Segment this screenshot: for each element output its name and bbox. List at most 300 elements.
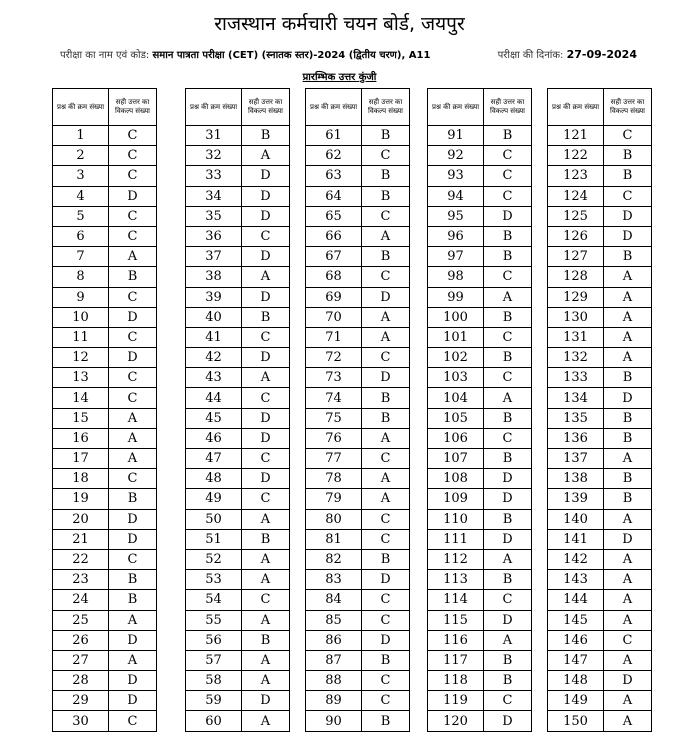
correct-answer: C — [109, 711, 157, 731]
question-number: 75 — [306, 408, 362, 428]
table-row — [53, 469, 157, 489]
question-number: 63 — [306, 166, 362, 186]
question-number: 35 — [186, 206, 242, 226]
table-header-row — [53, 89, 157, 126]
question-number: 38 — [186, 267, 242, 287]
question-number: 78 — [306, 469, 362, 489]
correct-answer: D — [109, 307, 157, 327]
question-number: 149 — [548, 691, 604, 711]
correct-answer: A — [604, 287, 652, 307]
question-number: 119 — [428, 691, 484, 711]
question-number: 141 — [548, 529, 604, 549]
table-row — [548, 327, 652, 347]
table-row — [53, 630, 157, 650]
question-number: 135 — [548, 408, 604, 428]
question-number: 113 — [428, 570, 484, 590]
correct-answer: A — [362, 307, 410, 327]
correct-answer: C — [109, 368, 157, 388]
question-number: 138 — [548, 469, 604, 489]
answer-key-table — [305, 88, 410, 732]
table-row — [53, 368, 157, 388]
question-number: 18 — [53, 469, 109, 489]
table-row — [306, 630, 410, 650]
question-number: 96 — [428, 226, 484, 246]
table-row — [548, 368, 652, 388]
table-row — [186, 287, 290, 307]
question-number: 77 — [306, 449, 362, 469]
table-row — [428, 529, 532, 549]
question-number: 108 — [428, 469, 484, 489]
correct-answer: A — [109, 428, 157, 448]
question-number: 88 — [306, 671, 362, 691]
correct-answer: B — [604, 247, 652, 267]
table-row — [428, 408, 532, 428]
correct-answer: A — [362, 226, 410, 246]
table-row — [428, 267, 532, 287]
correct-answer: A — [242, 671, 290, 691]
table-row — [53, 489, 157, 509]
correct-answer: B — [109, 267, 157, 287]
table-row — [306, 287, 410, 307]
correct-answer: B — [484, 247, 532, 267]
correct-answer: D — [484, 529, 532, 549]
question-number: 103 — [428, 368, 484, 388]
table-row — [428, 126, 532, 146]
question-number: 8 — [53, 267, 109, 287]
question-number: 29 — [53, 691, 109, 711]
exam-name: समान पात्रता परीक्षा (CET) (स्नातक स्तर)-2024 (द्वितीय चरण), A11 — [152, 50, 431, 61]
exam-date-info — [498, 47, 637, 61]
table-row — [186, 630, 290, 650]
question-number: 69 — [306, 287, 362, 307]
answer-key-table — [427, 88, 532, 732]
correct-answer: B — [604, 469, 652, 489]
question-number: 111 — [428, 529, 484, 549]
correct-answer: D — [604, 226, 652, 246]
question-number: 150 — [548, 711, 604, 731]
correct-answer: D — [109, 671, 157, 691]
correct-answer: A — [604, 267, 652, 287]
table-row — [53, 529, 157, 549]
question-number: 109 — [428, 489, 484, 509]
question-number: 73 — [306, 368, 362, 388]
table-row — [186, 206, 290, 226]
correct-answer: C — [484, 186, 532, 206]
table-row — [548, 570, 652, 590]
table-row — [428, 630, 532, 650]
table-row — [306, 166, 410, 186]
table-row — [53, 449, 157, 469]
correct-answer: C — [242, 226, 290, 246]
table-row — [53, 348, 157, 368]
correct-answer: C — [604, 630, 652, 650]
page-title: राजस्थान कर्मचारी चयन बोर्ड, जयपुर — [214, 13, 465, 35]
table-row — [548, 206, 652, 226]
table-row — [428, 186, 532, 206]
question-number: 12 — [53, 348, 109, 368]
table-row — [548, 287, 652, 307]
table-row — [548, 610, 652, 630]
question-number: 25 — [53, 610, 109, 630]
correct-answer: D — [242, 206, 290, 226]
table-row — [428, 428, 532, 448]
table-row — [186, 650, 290, 670]
correct-answer: A — [604, 327, 652, 347]
correct-answer: C — [109, 166, 157, 186]
table-row — [428, 247, 532, 267]
question-number: 36 — [186, 226, 242, 246]
correct-answer: B — [484, 650, 532, 670]
exam-date: 27-09-2024 — [566, 48, 637, 61]
question-number-header: प्रश्न की क्रम संख्या — [428, 89, 484, 126]
question-number: 128 — [548, 267, 604, 287]
question-number: 117 — [428, 650, 484, 670]
question-number: 124 — [548, 186, 604, 206]
question-number: 98 — [428, 267, 484, 287]
question-number: 107 — [428, 449, 484, 469]
question-number-header: प्रश्न की क्रम संख्या — [186, 89, 242, 126]
table-row — [548, 247, 652, 267]
correct-answer: B — [362, 126, 410, 146]
question-number: 47 — [186, 449, 242, 469]
correct-answer: C — [362, 529, 410, 549]
correct-answer: D — [604, 388, 652, 408]
table-row — [428, 388, 532, 408]
correct-answer: B — [109, 590, 157, 610]
question-number: 140 — [548, 509, 604, 529]
question-number: 65 — [306, 206, 362, 226]
correct-answer: B — [604, 146, 652, 166]
correct-answer: D — [604, 671, 652, 691]
correct-answer: D — [242, 428, 290, 448]
table-row — [428, 287, 532, 307]
table-row — [428, 590, 532, 610]
table-row — [186, 166, 290, 186]
question-number: 64 — [306, 186, 362, 206]
answer-key-table — [547, 88, 652, 732]
table-row — [428, 610, 532, 630]
correct-answer: B — [484, 408, 532, 428]
question-number: 6 — [53, 226, 109, 246]
correct-answer: A — [604, 711, 652, 731]
question-number: 17 — [53, 449, 109, 469]
table-row — [186, 509, 290, 529]
table-row — [306, 307, 410, 327]
table-row — [306, 691, 410, 711]
table-row — [53, 570, 157, 590]
question-number: 136 — [548, 428, 604, 448]
table-row — [548, 650, 652, 670]
table-row — [428, 489, 532, 509]
question-number: 11 — [53, 327, 109, 347]
question-number: 54 — [186, 590, 242, 610]
correct-answer: C — [362, 449, 410, 469]
question-number: 14 — [53, 388, 109, 408]
table-row — [53, 327, 157, 347]
question-number-header: प्रश्न की क्रम संख्या — [53, 89, 109, 126]
correct-answer: C — [109, 327, 157, 347]
table-row — [186, 671, 290, 691]
table-row — [548, 166, 652, 186]
correct-answer: C — [109, 126, 157, 146]
question-number: 84 — [306, 590, 362, 610]
table-row — [548, 307, 652, 327]
correct-answer: C — [484, 368, 532, 388]
question-number: 59 — [186, 691, 242, 711]
table-row — [548, 671, 652, 691]
question-number: 94 — [428, 186, 484, 206]
question-number: 106 — [428, 428, 484, 448]
correct-answer: A — [484, 630, 532, 650]
exam-label: परीक्षा का नाम एवं कोड: — [60, 50, 150, 61]
table-row — [428, 449, 532, 469]
table-row — [306, 650, 410, 670]
correct-answer: A — [362, 327, 410, 347]
question-number: 72 — [306, 348, 362, 368]
question-number: 55 — [186, 610, 242, 630]
correct-answer: A — [362, 469, 410, 489]
table-row — [186, 388, 290, 408]
table-row — [428, 671, 532, 691]
correct-answer: D — [109, 529, 157, 549]
correct-answer: A — [242, 570, 290, 590]
table-row — [306, 408, 410, 428]
table-row — [306, 489, 410, 509]
question-number: 60 — [186, 711, 242, 731]
correct-answer: A — [109, 610, 157, 630]
table-row — [548, 267, 652, 287]
table-row — [53, 287, 157, 307]
correct-answer: C — [484, 267, 532, 287]
table-row — [306, 671, 410, 691]
table-row — [548, 590, 652, 610]
table-row — [428, 368, 532, 388]
table-row — [53, 691, 157, 711]
question-number: 97 — [428, 247, 484, 267]
question-number: 3 — [53, 166, 109, 186]
correct-answer: B — [484, 570, 532, 590]
question-number: 129 — [548, 287, 604, 307]
question-number: 121 — [548, 126, 604, 146]
question-number: 76 — [306, 428, 362, 448]
table-row — [428, 226, 532, 246]
correct-answer: C — [484, 428, 532, 448]
question-number: 27 — [53, 650, 109, 670]
question-number: 66 — [306, 226, 362, 246]
table-row — [186, 226, 290, 246]
table-row — [428, 348, 532, 368]
correct-answer: B — [242, 307, 290, 327]
correct-answer: B — [362, 186, 410, 206]
table-row — [428, 327, 532, 347]
table-row — [428, 469, 532, 489]
correct-answer: D — [484, 469, 532, 489]
question-number: 118 — [428, 671, 484, 691]
question-number: 104 — [428, 388, 484, 408]
correct-answer: C — [242, 489, 290, 509]
correct-answer: D — [484, 610, 532, 630]
correct-answer: B — [362, 247, 410, 267]
question-number: 114 — [428, 590, 484, 610]
correct-answer: A — [604, 650, 652, 670]
table-header-row — [306, 89, 410, 126]
question-number: 131 — [548, 327, 604, 347]
table-row — [428, 146, 532, 166]
question-number: 142 — [548, 549, 604, 569]
correct-answer: D — [109, 509, 157, 529]
question-number: 134 — [548, 388, 604, 408]
correct-answer: A — [242, 368, 290, 388]
correct-answer: A — [604, 509, 652, 529]
correct-answer: B — [484, 348, 532, 368]
correct-answer: C — [362, 206, 410, 226]
question-number: 26 — [53, 630, 109, 650]
question-number: 130 — [548, 307, 604, 327]
table-row — [53, 307, 157, 327]
question-number: 115 — [428, 610, 484, 630]
correct-answer: D — [109, 691, 157, 711]
question-number: 13 — [53, 368, 109, 388]
correct-answer: B — [604, 489, 652, 509]
table-row — [186, 590, 290, 610]
table-row — [548, 529, 652, 549]
correct-answer: D — [362, 368, 410, 388]
table-row — [306, 509, 410, 529]
table-row — [306, 267, 410, 287]
table-row — [548, 186, 652, 206]
table-row — [186, 146, 290, 166]
correct-answer: C — [362, 146, 410, 166]
table-row — [306, 348, 410, 368]
question-number: 139 — [548, 489, 604, 509]
table-row — [548, 146, 652, 166]
correct-answer: C — [362, 671, 410, 691]
correct-answer: C — [484, 166, 532, 186]
table-row — [186, 408, 290, 428]
question-number: 102 — [428, 348, 484, 368]
question-number: 90 — [306, 711, 362, 731]
correct-answer: D — [242, 469, 290, 489]
correct-answer: B — [484, 307, 532, 327]
question-number: 95 — [428, 206, 484, 226]
correct-answer: D — [242, 691, 290, 711]
correct-answer: B — [362, 166, 410, 186]
question-number: 146 — [548, 630, 604, 650]
question-number: 137 — [548, 449, 604, 469]
correct-answer: C — [362, 348, 410, 368]
correct-answer: C — [242, 590, 290, 610]
table-row — [186, 529, 290, 549]
correct-answer: B — [604, 408, 652, 428]
correct-answer: D — [242, 348, 290, 368]
correct-answer: C — [484, 327, 532, 347]
question-number: 147 — [548, 650, 604, 670]
question-number: 53 — [186, 570, 242, 590]
answer-option-header: सही उत्तर का विकल्प संख्या — [362, 89, 410, 126]
correct-answer: A — [604, 590, 652, 610]
question-number: 123 — [548, 166, 604, 186]
table-row — [53, 610, 157, 630]
question-number: 61 — [306, 126, 362, 146]
question-number: 20 — [53, 509, 109, 529]
question-number: 81 — [306, 529, 362, 549]
correct-answer: D — [109, 348, 157, 368]
question-number: 19 — [53, 489, 109, 509]
correct-answer: B — [362, 408, 410, 428]
correct-answer: B — [484, 671, 532, 691]
question-number: 51 — [186, 529, 242, 549]
table-row — [53, 509, 157, 529]
question-number: 74 — [306, 388, 362, 408]
correct-answer: B — [109, 489, 157, 509]
question-number: 87 — [306, 650, 362, 670]
correct-answer: C — [109, 226, 157, 246]
table-row — [186, 449, 290, 469]
correct-answer: A — [109, 408, 157, 428]
table-row — [548, 408, 652, 428]
question-number: 100 — [428, 307, 484, 327]
date-label: परीक्षा की दिनांक: — [497, 50, 564, 61]
answer-option-header: सही उत्तर का विकल्प संख्या — [604, 89, 652, 126]
correct-answer: B — [362, 388, 410, 408]
question-number: 145 — [548, 610, 604, 630]
question-number: 44 — [186, 388, 242, 408]
table-row — [548, 469, 652, 489]
correct-answer: A — [242, 146, 290, 166]
answer-key-subtitle: प्रारम्भिक उत्तर कुंजी — [302, 72, 377, 83]
question-number: 126 — [548, 226, 604, 246]
question-number: 43 — [186, 368, 242, 388]
answer-option-header: सही उत्तर का विकल्प संख्या — [484, 89, 532, 126]
question-number: 15 — [53, 408, 109, 428]
correct-answer: B — [484, 449, 532, 469]
answer-key-table — [52, 88, 157, 732]
table-row — [548, 348, 652, 368]
question-number: 50 — [186, 509, 242, 529]
correct-answer: B — [362, 650, 410, 670]
table-row — [306, 206, 410, 226]
correct-answer: A — [604, 549, 652, 569]
correct-answer: B — [242, 126, 290, 146]
table-row — [186, 327, 290, 347]
correct-answer: A — [604, 307, 652, 327]
question-number: 148 — [548, 671, 604, 691]
question-number: 24 — [53, 590, 109, 610]
question-number: 28 — [53, 671, 109, 691]
table-row — [186, 691, 290, 711]
table-row — [306, 610, 410, 630]
correct-answer: B — [484, 126, 532, 146]
correct-answer: A — [484, 549, 532, 569]
question-number: 2 — [53, 146, 109, 166]
answer-key-table — [185, 88, 290, 732]
correct-answer: D — [362, 570, 410, 590]
correct-answer: A — [604, 348, 652, 368]
question-number: 57 — [186, 650, 242, 670]
correct-answer: C — [242, 327, 290, 347]
correct-answer: C — [242, 388, 290, 408]
correct-answer: A — [109, 650, 157, 670]
table-row — [428, 549, 532, 569]
correct-answer: C — [362, 509, 410, 529]
table-row — [186, 428, 290, 448]
correct-answer: A — [604, 449, 652, 469]
question-number: 31 — [186, 126, 242, 146]
question-number: 22 — [53, 549, 109, 569]
question-number: 9 — [53, 287, 109, 307]
correct-answer: A — [362, 489, 410, 509]
question-number: 116 — [428, 630, 484, 650]
